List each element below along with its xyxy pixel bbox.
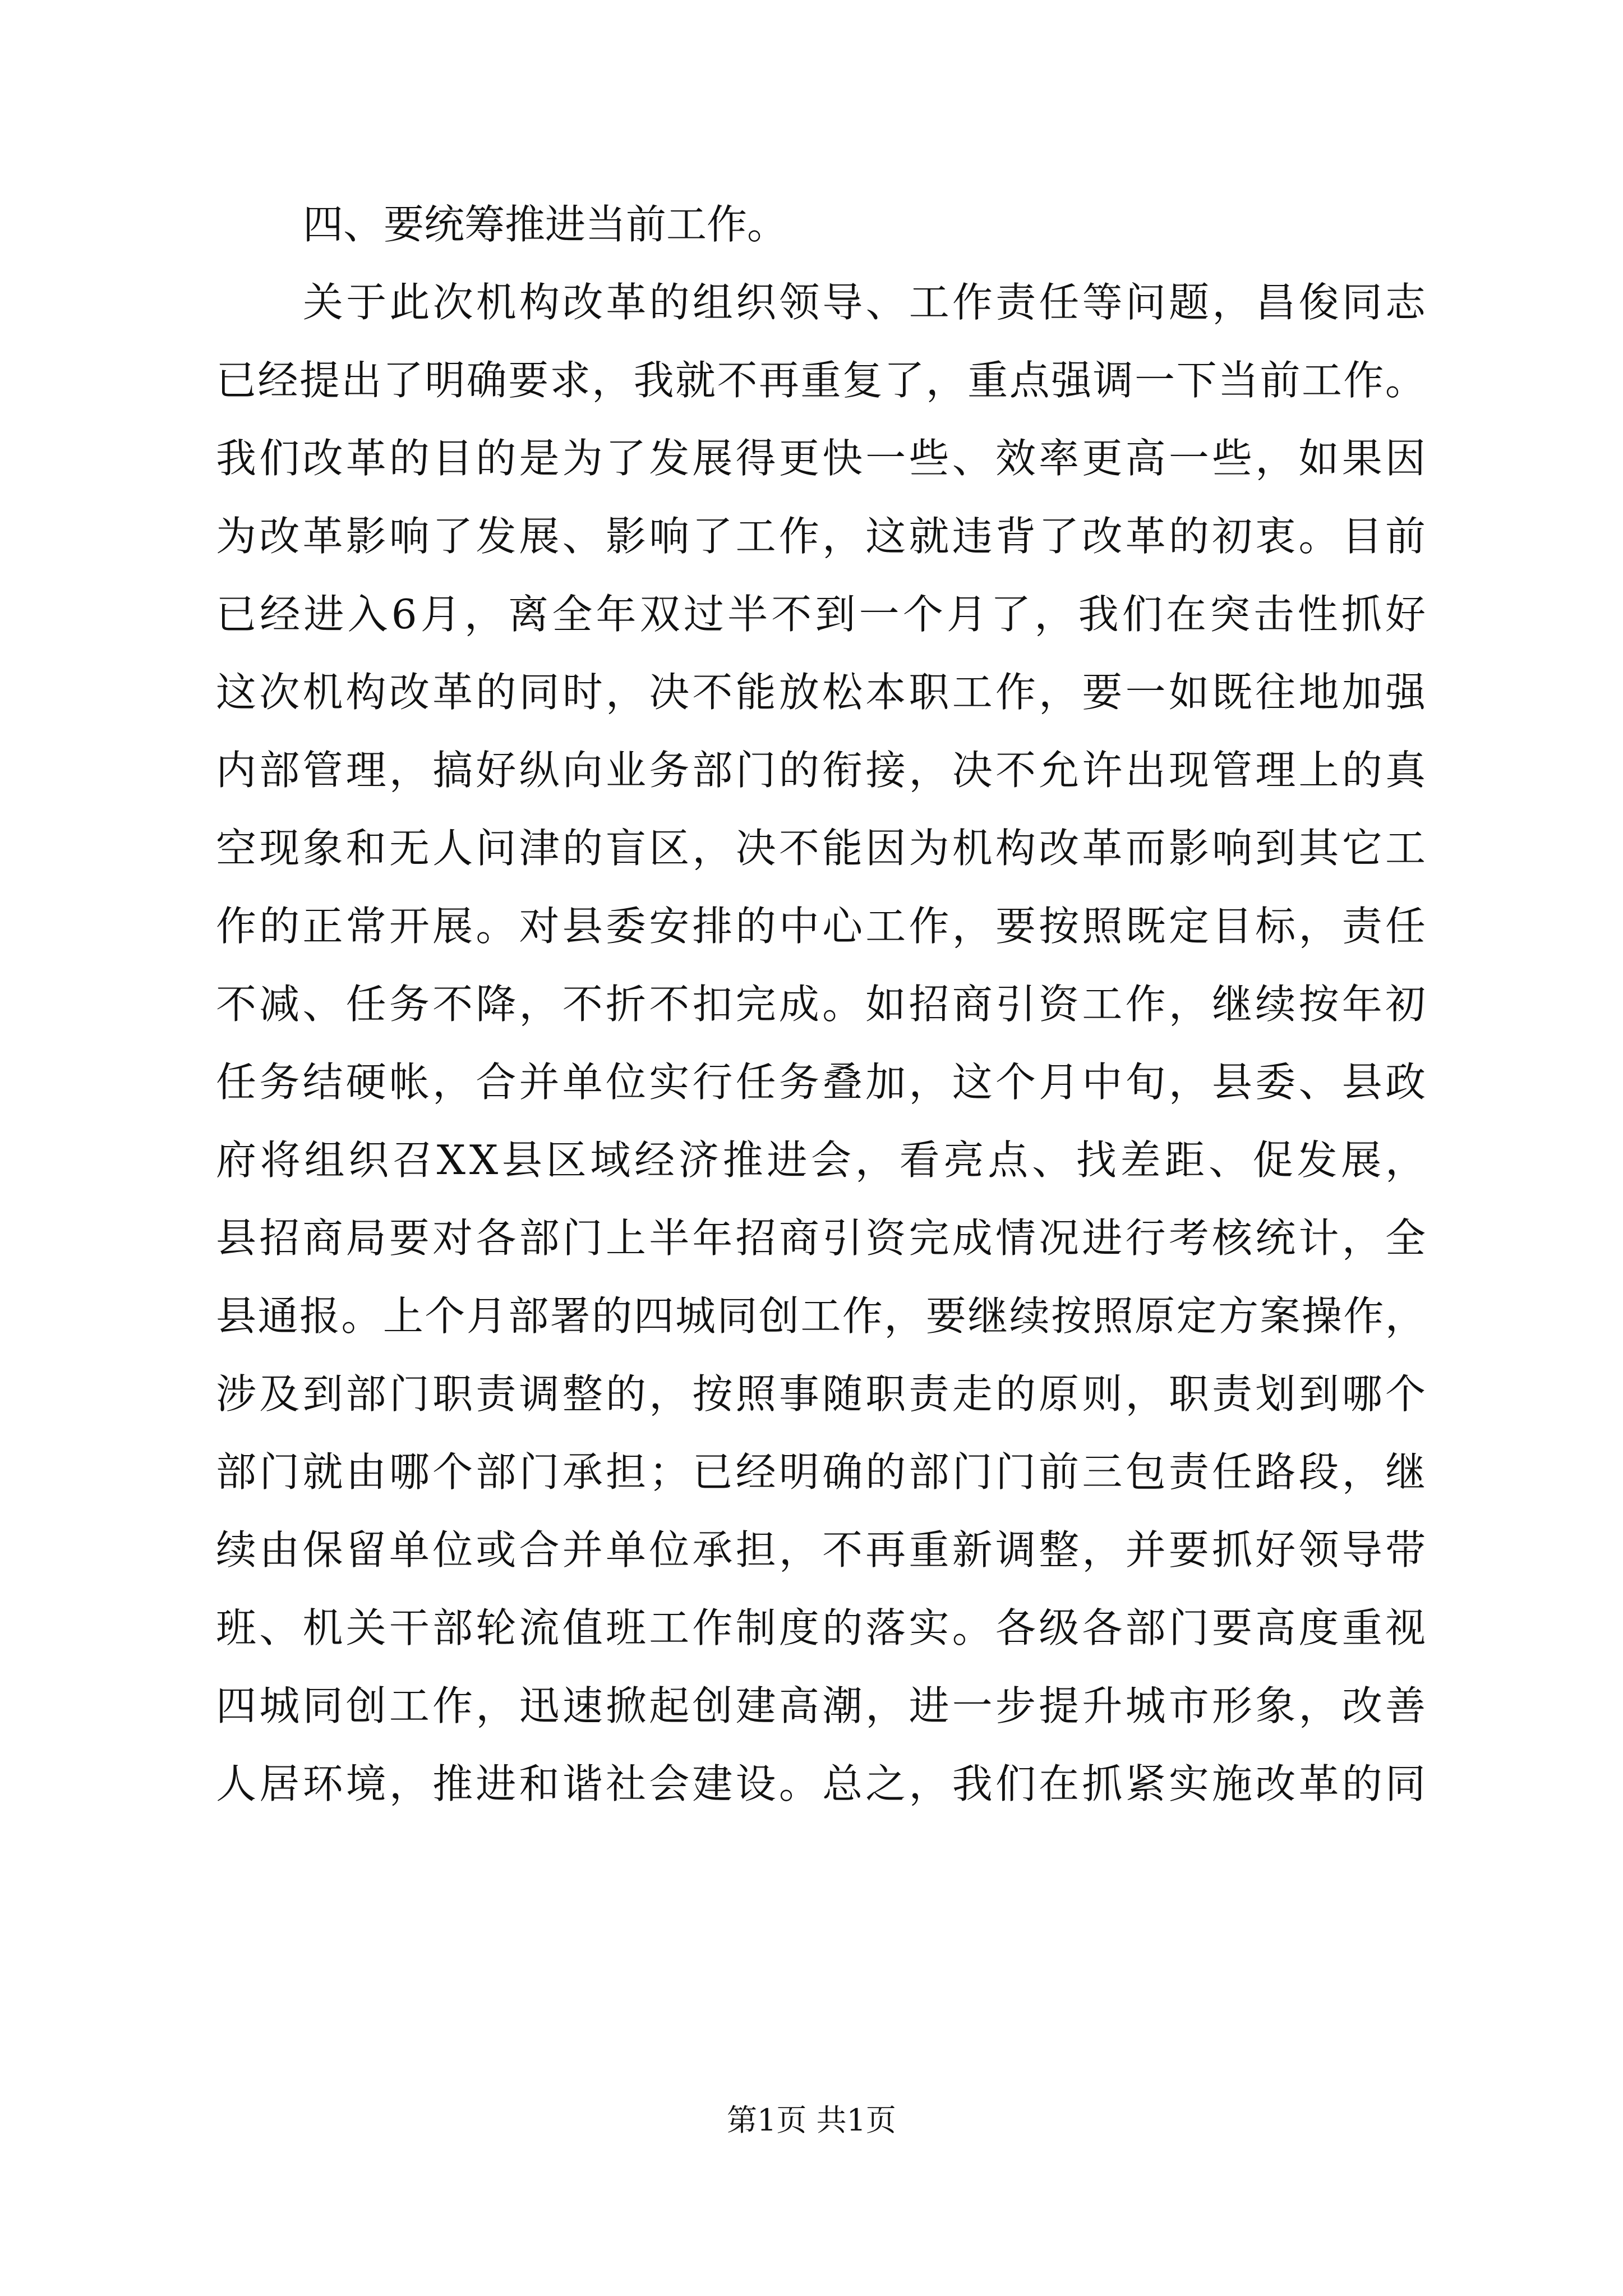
paragraph-line: 部门就由哪个部门承担；已经明确的部门门前三包责任路段，继 <box>216 1448 1429 1496</box>
paragraph-line: 班、机关干部轮流值班工作制度的落实。各级各部门要高度重视 <box>216 1604 1429 1651</box>
paragraph-line: 空现象和无人问津的盲区，决不能因为机构改革而影响到其它工 <box>216 825 1429 872</box>
paragraph-line: 人居环境，推进和谐社会建设。总之，我们在抓紧实施改革的同 <box>216 1760 1429 1807</box>
paragraph-line: 这次机构改革的同时，决不能放松本职工作，要一如既往地加强 <box>216 669 1429 716</box>
paragraph-line: 县招商局要对各部门上半年招商引资完成情况进行考核统计，全 <box>216 1214 1429 1262</box>
paragraph-line: 县通报。上个月部署的四城同创工作，要继续按照原定方案操作， <box>216 1292 1427 1340</box>
paragraph-line: 任务结硬帐，合并单位实行任务叠加，这个月中旬，县委、县政 <box>216 1059 1429 1106</box>
paragraph-line: 内部管理，搞好纵向业务部门的衔接，决不允许出现管理上的真 <box>216 747 1429 794</box>
paragraph-line: 已经提出了明确要求，我就不再重复了，重点强调一下当前工作。 <box>216 357 1427 404</box>
section-heading: 四、要统筹推进当前工作。 <box>303 201 788 248</box>
paragraph-line: 续由保留单位或合并单位承担，不再重新调整，并要抓好领导带 <box>216 1526 1429 1573</box>
paragraph-line: 不减、任务不降，不折不扣完成。如招商引资工作，继续按年初 <box>216 981 1429 1028</box>
paragraph-line: 为改革影响了发展、影响了工作，这就违背了改革的初衷。目前 <box>216 513 1429 560</box>
page-footer: 第1页 共1页 <box>727 2102 896 2138</box>
paragraph-line: 我们改革的目的是为了发展得更快一些、效率更高一些，如果因 <box>216 435 1429 482</box>
paragraph-line: 已经进入6月，离全年双过半不到一个月了，我们在突击性抓好 <box>216 591 1430 638</box>
paragraph-line: 关于此次机构改革的组织领导、工作责任等问题，昌俊同志 <box>303 279 1429 326</box>
paragraph-line: 府将组织召XX县区域经济推进会，看亮点、找差距、促发展， <box>216 1137 1430 1184</box>
paragraph-line: 四城同创工作，迅速掀起创建高潮，进一步提升城市形象，改善 <box>216 1682 1429 1729</box>
paragraph-line: 涉及到部门职责调整的，按照事随职责走的原则，职责划到哪个 <box>216 1370 1429 1418</box>
paragraph-line: 作的正常开展。对县委安排的中心工作，要按照既定目标，责任 <box>216 903 1429 950</box>
